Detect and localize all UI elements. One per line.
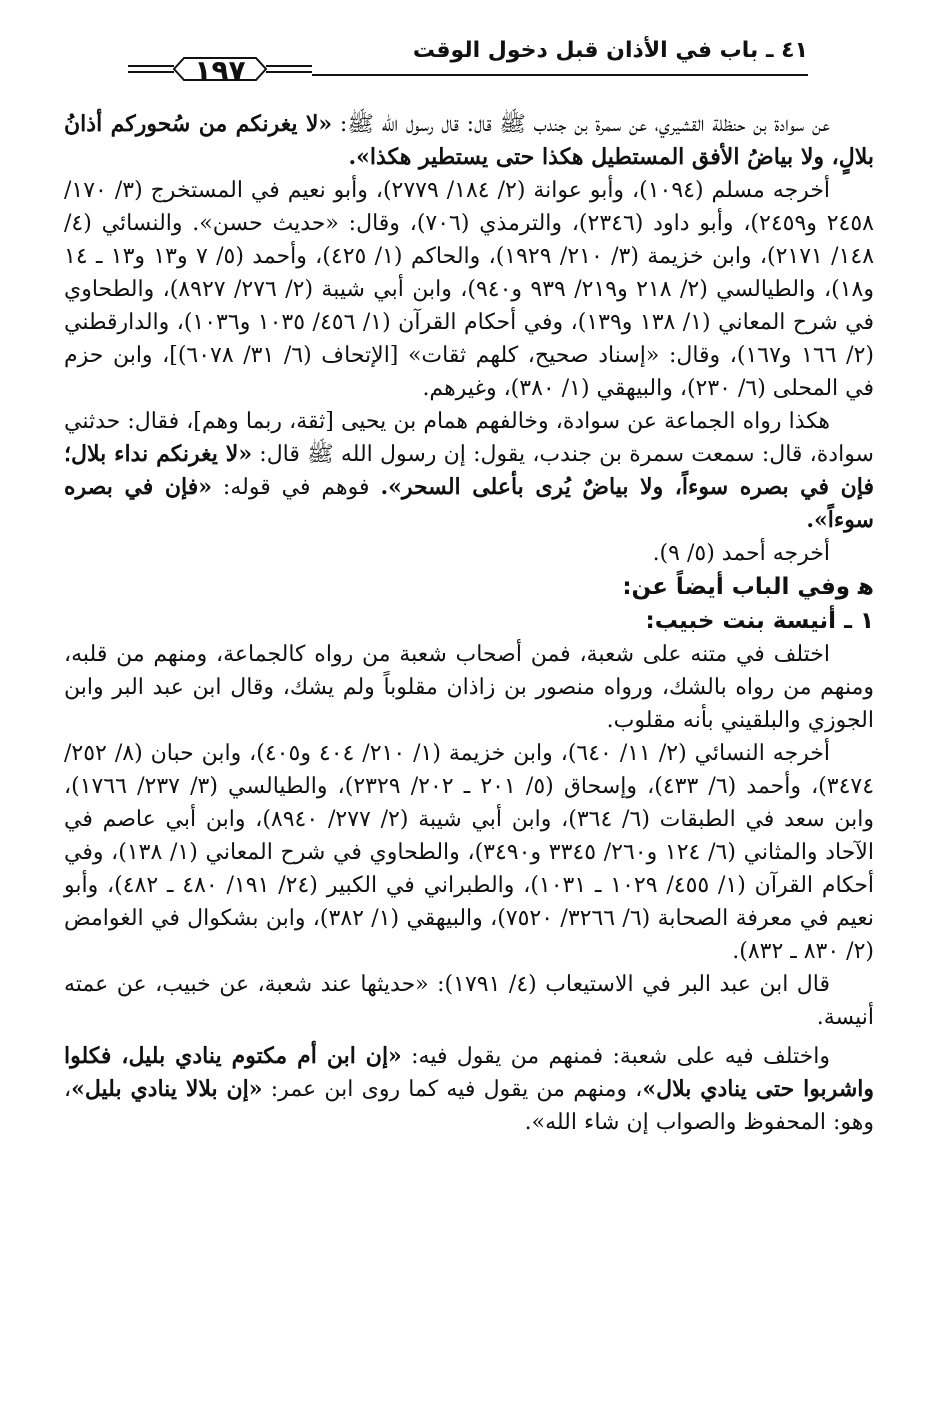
matn-text: «لا يغرنكم من سُحوركم أذانُ بلالٍ، ولا بياضُ الأفق المستطيل هكذا حتى يستطير هكذا».	[64, 111, 874, 170]
page-number-ornament	[128, 50, 312, 90]
ikhtilaf-quote-1: «إن ابن أم مكتوم ينادي بليل، فكلوا واشربوا حتى ينادي بلال»	[64, 1043, 874, 1102]
subsection-heading: ١ ـ أنيسة بنت خبيب:	[645, 608, 874, 634]
isnad-text: عن سوادة بن حنظلة القشيري، عن سمرة بن جندب ﷺ قال: قال رسول الله ﷺ:	[332, 112, 830, 137]
hammam-note: فوهم في قوله:	[212, 475, 381, 500]
paragraph-hammam	[64, 405, 874, 537]
paragraph-istiab: قال ابن عبد البر في الاستيعاب (٤/ ١٧٩١): «حديثها عند شعبة، عن خبيب، عن عمته أنيسة.	[64, 972, 874, 1030]
hammam-text: هكذا رواه الجماعة عن سوادة، وخالفهم همام بن يحيى [ثقة، ربما وهم]، فقال: حدثني سوادة، قال: سمعت سمرة بن جندب، يقول: إن رسول الله ﷺ قال:	[64, 409, 874, 467]
ikhtilaf-text: واختلف فيه على شعبة: فمنهم من يقول فيه:	[401, 1044, 830, 1069]
hammam-matn: «لا يغرنكم نداء بلال؛ فإن في بصره سوءاً، ولا بياضٌ يُرى بأعلى السحر».	[64, 441, 874, 500]
ikhtilaf-text-2: ، ومنهم من يقول فيه كما روى ابن عمر:	[262, 1077, 643, 1102]
paragraph-takhrij-2: أخرجه النسائي (٢/ ١١/ ٦٤٠)، وابن خزيمة (١/ ٢١٠/ ٤٠٤ و٤٠٥)، وابن حبان (٨/ ٢٥٢/ ٣٤٧٤)، وأحمد (٦/ ٤٣٣)، وإسحاق (٥/ ٢٠١ ـ ٢٠٢/ ٢٣٢٩)، والطيالسي (٣/ ٢٣٧/ ١٧٦٦)، وابن سعد في الطبقات (٦/ ٣٦٤)، وابن أبي شيبة (٢/ ٢٧٧/ ٨٩٤٠)، وابن أبي عاصم في الآحاد والمثاني (٦/ ١٢٤ و٢٦٠/ ٣٣٤٥ و٣٤٩٠)، والطحاوي في شرح المعاني (١/ ١٣٨)، وفي أحكام القرآن (١/ ٤٥٥/ ١٠٢٩ ـ ١٠٣١)، والطبراني في الكبير (٢٤/ ١٩١/ ٤٨٠ ـ ٤٨٢)، وأبو نعيم في معرفة الصحابة (٦/ ٣٢٦٦/ ٧٥٢٠)، والبيهقي (١/ ٣٨٢)، وابن بشكوال في الغوامض (٢/ ٨٣٠ ـ ٨٣٢).	[64, 741, 875, 964]
running-title: ٤١ ـ باب في الأذان قبل دخول الوقت	[412, 38, 808, 63]
page-header	[64, 0, 878, 87]
main-text	[64, 108, 874, 1139]
paragraph-ikhtilaf: اختلف في متنه على شعبة، فمن أصحاب شعبة من رواه كالجماعة، ومنهم من قلبه، ومنهم من رواه بالشك، ورواه منصور بن زاذان مقلوباً ولم يشك، وقال ابن عبد البر وابن الجوزي والبلقيني بأنه مقلوب.	[64, 642, 874, 733]
header-rule	[312, 74, 808, 76]
hammam-quote: «فإن في بصره سوءاً».	[64, 474, 874, 533]
paragraph-ikhtilaf-2	[64, 1040, 874, 1139]
section-heading: ﻫ وفي الباب أيضاً عن:	[622, 574, 874, 600]
ikhtilaf-text-3: ، وهو: المحفوظ والصواب إن شاء الله».	[64, 1077, 874, 1135]
page-number: ١٩٧	[194, 54, 246, 87]
paragraph-takhrij: أخرجه مسلم (١٠٩٤)، وأبو عوانة (٢/ ١٨٤/ ٢٧٧٩)، وأبو نعيم في المستخرج (٣/ ١٧٠/ ٢٤٥٨ و٢٤٥٩)، وأبو داود (٢٣٤٦)، والترمذي (٧٠٦)، وقال: «حديث حسن». والنسائي (٤/ ١٤٨/ ٢١٧١)، وابن خزيمة (٣/ ٢١٠/ ١٩٢٩)، والحاكم (١/ ٤٢٥)، وأحمد (٥/ ٧ و١٣ و١٣ ـ ١٤ و١٨)، والطيالسي (٢/ ٢١٨ و٢١٩/ ٩٣٩ و٩٤٠)، وابن أبي شيبة (٢/ ٢٧٦/ ٨٩٢٧)، والطحاوي في شرح المعاني (١/ ١٣٨ و١٣٩)، وفي أحكام القرآن (١/ ٤٥٦/ ١٠٣٥ و١٠٣٦)، والدارقطني (٢/ ١٦٦ و١٦٧)، وقال: «إسناد صحيح، كلهم ثقات» [الإتحاف (٦/ ٣١/ ٦٠٧٨)]، وابن حزم في المحلى (٦/ ٢٣٠)، والبيهقي (١/ ٣٨٠)، وغيرهم.	[64, 178, 875, 401]
paragraph-hadith	[64, 108, 874, 174]
ikhtilaf-quote-2: «إن بلالا ينادي بليل»	[71, 1076, 263, 1102]
paragraph-ahmad: أخرجه أحمد (٥/ ٩).	[652, 541, 830, 566]
